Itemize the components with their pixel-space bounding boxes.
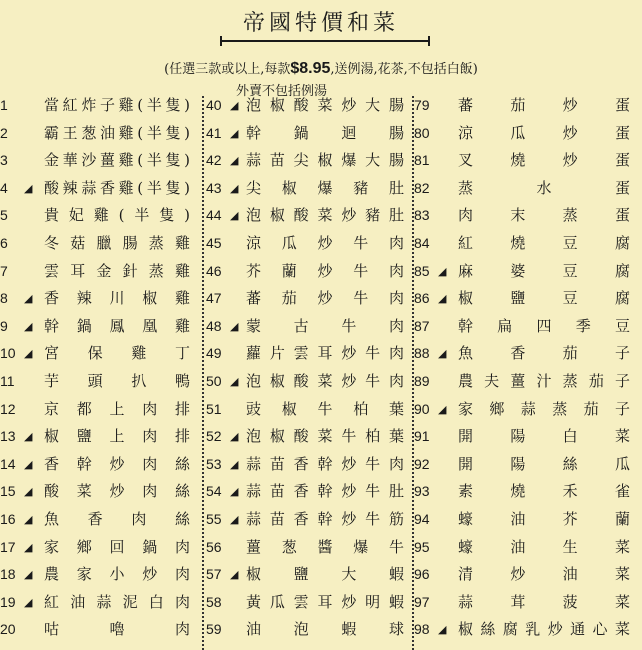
item-number: 53 xyxy=(206,455,222,472)
menu-item xyxy=(0,396,210,424)
item-name: 蒙古牛肉 xyxy=(246,316,404,335)
item-name: 肉末蒸蛋 xyxy=(458,206,630,225)
item-number: 13 xyxy=(0,428,16,445)
item-number: 4 xyxy=(0,179,8,196)
menu-item xyxy=(0,368,210,396)
item-number: 10 xyxy=(0,345,16,362)
menu-item xyxy=(414,478,642,506)
price-note xyxy=(0,58,642,78)
menu-item xyxy=(414,175,642,203)
item-name: 咕嚕肉 xyxy=(44,620,190,639)
item-number: 81 xyxy=(414,152,430,169)
item-name: 蒜苗香幹炒牛肚 xyxy=(246,482,404,501)
menu-item xyxy=(414,423,642,451)
spicy-chili-icon: ◢ xyxy=(438,347,447,361)
menu-item xyxy=(206,340,416,368)
menu-column-2 xyxy=(206,92,416,644)
item-number: 93 xyxy=(414,483,430,500)
menu-item xyxy=(206,506,416,534)
item-name: 紅燒豆腐 xyxy=(458,233,630,252)
item-number: 40 xyxy=(206,97,222,113)
item-number: 6 xyxy=(0,234,8,251)
menu-item xyxy=(206,589,416,617)
item-name: 椒鹽豆腐 xyxy=(458,289,630,308)
menu-item xyxy=(0,340,210,368)
spicy-chili-icon: ◢ xyxy=(230,457,239,471)
menu-item xyxy=(206,313,416,341)
item-number: 41 xyxy=(206,124,222,141)
item-number: 88 xyxy=(414,345,430,362)
item-number: 15 xyxy=(0,483,16,500)
item-name: 涼瓜炒牛肉 xyxy=(246,233,404,252)
menu-item xyxy=(414,285,642,313)
item-number: 44 xyxy=(206,207,222,224)
item-name: 椒絲腐乳炒通心菜 xyxy=(458,620,630,639)
item-name: 叉燒炒蛋 xyxy=(458,151,630,170)
spicy-chili-icon: ◢ xyxy=(230,374,239,388)
item-number: 5 xyxy=(0,207,8,224)
menu-item xyxy=(414,616,642,644)
item-number: 48 xyxy=(206,317,222,334)
menu-item xyxy=(414,534,642,562)
menu-item xyxy=(414,120,642,148)
item-name: 香辣川椒雞 xyxy=(44,289,190,308)
menu-item xyxy=(414,340,642,368)
item-name: 霸王葱油雞(半隻) xyxy=(44,123,190,142)
menu-item xyxy=(206,616,416,644)
spicy-chili-icon: ◢ xyxy=(24,457,33,471)
item-name: 農夫薑汁蒸茄子 xyxy=(458,371,630,390)
item-number: 50 xyxy=(206,372,222,389)
item-number: 84 xyxy=(414,234,430,251)
item-name: 清炒油菜 xyxy=(458,565,630,584)
price-note-suffix: ,送例湯,花茶,不包括白飯) xyxy=(330,62,478,77)
menu-item xyxy=(206,423,416,451)
item-name: 紅油蒜泥白肉 xyxy=(44,592,190,611)
spicy-chili-icon: ◢ xyxy=(24,568,33,582)
title-divider xyxy=(220,40,430,42)
spicy-chili-icon: ◢ xyxy=(230,568,239,582)
spicy-chili-icon: ◢ xyxy=(24,485,33,499)
item-number: 46 xyxy=(206,262,222,279)
menu-item xyxy=(206,202,416,230)
menu-item xyxy=(206,175,416,203)
spicy-chili-icon: ◢ xyxy=(24,430,33,444)
item-number: 90 xyxy=(414,400,430,417)
item-number: 42 xyxy=(206,152,222,169)
item-number: 56 xyxy=(206,538,222,555)
item-number: 85 xyxy=(414,262,430,279)
item-name: 酸菜炒肉絲 xyxy=(44,482,190,501)
menu-item xyxy=(0,202,210,230)
menu-column-1 xyxy=(0,92,210,644)
item-name: 椒鹽大蝦 xyxy=(246,565,404,584)
menu-item xyxy=(0,451,210,479)
item-name: 金華沙薑雞(半隻) xyxy=(44,151,190,170)
item-number: 79 xyxy=(414,97,430,113)
menu-item xyxy=(206,451,416,479)
item-number: 9 xyxy=(0,317,8,334)
item-number: 57 xyxy=(206,566,222,583)
item-number: 12 xyxy=(0,400,16,417)
menu-item xyxy=(0,561,210,589)
item-name: 蒜茸菠菜 xyxy=(458,592,630,611)
price: $8.95 xyxy=(290,60,331,77)
spicy-chili-icon: ◢ xyxy=(24,319,33,333)
spicy-chili-icon: ◢ xyxy=(24,595,33,609)
item-name: 蕃茄炒牛肉 xyxy=(246,289,404,308)
spicy-chili-icon: ◢ xyxy=(230,209,239,223)
item-name: 豉椒牛柏葉 xyxy=(246,399,404,418)
menu-item xyxy=(0,478,210,506)
item-number: 97 xyxy=(414,593,430,610)
menu-item xyxy=(0,313,210,341)
menu-item xyxy=(0,534,210,562)
menu-title: 帝國特價和菜 xyxy=(242,11,399,36)
item-name: 蒜苗香幹炒牛肉 xyxy=(246,454,404,473)
spicy-chili-icon: ◢ xyxy=(230,512,239,526)
item-name: 開陽絲瓜 xyxy=(458,454,630,473)
item-number: 1 xyxy=(0,97,8,113)
item-number: 49 xyxy=(206,345,222,362)
item-number: 55 xyxy=(206,510,222,527)
menu-item xyxy=(206,368,416,396)
item-number: 19 xyxy=(0,593,16,610)
spicy-chili-icon: ◢ xyxy=(230,319,239,333)
item-number: 80 xyxy=(414,124,430,141)
menu-item xyxy=(414,258,642,286)
menu-column-3 xyxy=(414,92,642,644)
item-name: 薑葱醬爆牛 xyxy=(246,537,404,556)
item-name: 宮保雞丁 xyxy=(44,344,190,363)
item-name: 泡椒酸菜炒大腸 xyxy=(246,96,404,114)
spicy-chili-icon: ◢ xyxy=(230,485,239,499)
item-name: 油泡蝦球 xyxy=(246,620,404,639)
item-name: 麻婆豆腐 xyxy=(458,261,630,280)
menu-item xyxy=(414,230,642,258)
menu-item xyxy=(414,313,642,341)
item-number: 11 xyxy=(0,372,15,389)
menu-item xyxy=(414,202,642,230)
item-number: 94 xyxy=(414,510,430,527)
item-name: 家鄉蒜蒸茄子 xyxy=(458,399,630,418)
item-number: 96 xyxy=(414,566,430,583)
menu-item xyxy=(0,258,210,286)
item-number: 82 xyxy=(414,179,430,196)
menu-item xyxy=(0,147,210,175)
item-name: 幹鍋鳳凰雞 xyxy=(44,316,190,335)
menu-item xyxy=(0,175,210,203)
item-number: 2 xyxy=(0,124,8,141)
item-name: 當紅炸子雞(半隻) xyxy=(44,96,190,114)
menu-item xyxy=(206,120,416,148)
menu-item xyxy=(0,423,210,451)
menu-item xyxy=(0,92,210,120)
item-name: 芋頭扒鴨 xyxy=(44,371,190,390)
item-name: 農家小炒肉 xyxy=(44,565,190,584)
spicy-chili-icon: ◢ xyxy=(24,292,33,306)
item-name: 雲耳金針蒸雞 xyxy=(44,261,190,280)
menu-item xyxy=(414,451,642,479)
item-name: 魚香茄子 xyxy=(458,344,630,363)
item-number: 8 xyxy=(0,290,8,307)
item-number: 52 xyxy=(206,428,222,445)
item-name: 幹扁四季豆 xyxy=(458,316,630,335)
item-name: 蒸水蛋 xyxy=(458,178,630,197)
item-name: 幹鍋迴腸 xyxy=(246,123,404,142)
item-name: 冬菇臘腸蒸雞 xyxy=(44,233,190,252)
menu-item xyxy=(206,534,416,562)
spicy-chili-icon: ◢ xyxy=(24,347,33,361)
menu-item xyxy=(206,396,416,424)
menu-item xyxy=(414,147,642,175)
item-number: 17 xyxy=(0,538,16,555)
item-number: 95 xyxy=(414,538,430,555)
spicy-chili-icon: ◢ xyxy=(438,402,447,416)
spicy-chili-icon: ◢ xyxy=(230,126,239,140)
item-number: 47 xyxy=(206,290,222,307)
item-number: 16 xyxy=(0,510,16,527)
spicy-chili-icon: ◢ xyxy=(438,264,447,278)
item-number: 3 xyxy=(0,152,8,169)
item-name: 蘿片雲耳炒牛肉 xyxy=(246,344,404,363)
menu-item xyxy=(206,285,416,313)
menu-item xyxy=(206,478,416,506)
menu-item xyxy=(0,285,210,313)
item-name: 貴妃雞(半隻) xyxy=(44,206,190,225)
menu-item xyxy=(414,506,642,534)
item-name: 泡椒酸菜炒豬肚 xyxy=(246,206,404,225)
item-number: 7 xyxy=(0,262,8,279)
item-name: 尖椒爆豬肚 xyxy=(246,178,404,197)
menu-item xyxy=(206,147,416,175)
spicy-chili-icon: ◢ xyxy=(230,154,239,168)
item-name: 京都上肉排 xyxy=(44,399,190,418)
item-number: 86 xyxy=(414,290,430,307)
item-number: 54 xyxy=(206,483,222,500)
item-name: 椒鹽上肉排 xyxy=(44,427,190,446)
item-name: 泡椒酸菜牛柏葉 xyxy=(246,427,404,446)
item-number: 89 xyxy=(414,372,430,389)
spicy-chili-icon: ◢ xyxy=(230,430,239,444)
spicy-chili-icon: ◢ xyxy=(24,181,33,195)
item-name: 開陽白菜 xyxy=(458,427,630,446)
item-name: 香幹炒肉絲 xyxy=(44,454,190,473)
item-name: 蒜苗香幹炒牛筋 xyxy=(246,509,404,528)
menu-item xyxy=(414,561,642,589)
item-number: 14 xyxy=(0,455,16,472)
item-number: 58 xyxy=(206,593,222,610)
item-number: 92 xyxy=(414,455,430,472)
spicy-chili-icon: ◢ xyxy=(438,623,447,637)
item-name: 泡椒酸菜炒牛肉 xyxy=(246,371,404,390)
item-number: 83 xyxy=(414,207,430,224)
menu-item xyxy=(414,368,642,396)
item-number: 18 xyxy=(0,566,16,583)
menu-item xyxy=(206,92,416,120)
spicy-chili-icon: ◢ xyxy=(438,292,447,306)
menu-item xyxy=(0,120,210,148)
item-name: 黃瓜雲耳炒明蝦 xyxy=(246,592,404,611)
menu-item xyxy=(0,506,210,534)
menu-item xyxy=(414,589,642,617)
spicy-chili-icon: ◢ xyxy=(24,512,33,526)
menu-item xyxy=(414,92,642,120)
menu-item xyxy=(0,230,210,258)
menu-item xyxy=(206,561,416,589)
item-number: 45 xyxy=(206,234,222,251)
item-name: 酸辣蒜香雞(半隻) xyxy=(44,178,190,197)
item-number: 20 xyxy=(0,621,16,638)
item-number: 98 xyxy=(414,621,430,638)
spicy-chili-icon: ◢ xyxy=(24,540,33,554)
item-number: 51 xyxy=(206,400,222,417)
item-name: 魚香肉絲 xyxy=(44,509,190,528)
item-name: 蠔油芥蘭 xyxy=(458,509,630,528)
spicy-chili-icon: ◢ xyxy=(230,99,239,112)
item-name: 蠔油生菜 xyxy=(458,537,630,556)
menu-item xyxy=(0,616,210,644)
price-note-prefix: (任選三款或以上,每款 xyxy=(164,62,291,77)
menu-item xyxy=(206,258,416,286)
menu-item xyxy=(414,396,642,424)
spicy-chili-icon: ◢ xyxy=(230,181,239,195)
item-number: 87 xyxy=(414,317,430,334)
item-name: 素燒禾雀 xyxy=(458,482,630,501)
menu-item xyxy=(206,230,416,258)
item-name: 芥蘭炒牛肉 xyxy=(246,261,404,280)
item-name: 蕃茄炒蛋 xyxy=(458,96,630,114)
item-name: 家鄉回鍋肉 xyxy=(44,537,190,556)
item-name: 涼瓜炒蛋 xyxy=(458,123,630,142)
takeout-note: 外賣不包括例湯 xyxy=(236,84,328,99)
menu-item xyxy=(0,589,210,617)
item-name: 蒜苗尖椒爆大腸 xyxy=(246,151,404,170)
item-number: 91 xyxy=(414,428,430,445)
item-number: 59 xyxy=(206,621,222,638)
item-number: 43 xyxy=(206,179,222,196)
